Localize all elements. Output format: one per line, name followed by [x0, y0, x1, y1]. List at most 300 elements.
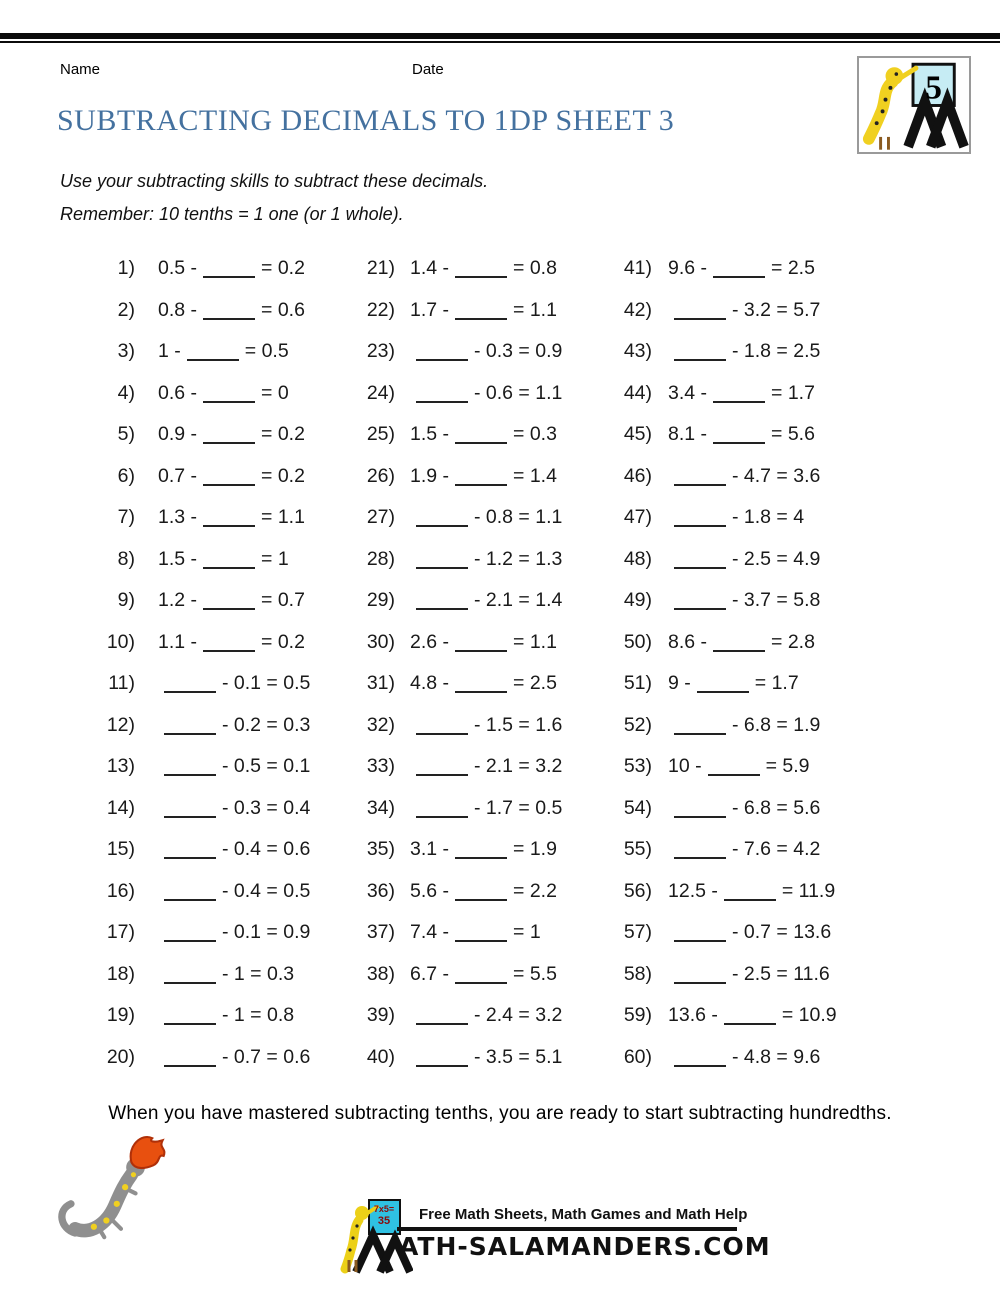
problem-expression — [652, 257, 1000, 280]
answer-blank — [455, 677, 507, 693]
expression-after-blank: = 0.2 — [261, 257, 305, 280]
problem-number: 32) — [366, 713, 395, 736]
problem-expression — [652, 714, 1000, 737]
expression-after-blank: = 1.1 — [513, 298, 557, 321]
problem-number: 49) — [623, 589, 652, 612]
problem-number: 33) — [366, 755, 395, 778]
problem-expression — [135, 714, 353, 737]
problem-expression — [395, 257, 612, 280]
answer-blank — [674, 345, 726, 361]
expression-after-blank: = 0.2 — [261, 630, 305, 653]
problem-number: 38) — [366, 962, 395, 985]
answer-blank — [164, 926, 216, 942]
fire-salamander-spot — [103, 1217, 109, 1223]
expression-after-blank: = 2.2 — [513, 879, 557, 902]
expression-after-blank: - 3.7 = 5.8 — [732, 589, 821, 612]
expression-after-blank: - 3.5 = 5.1 — [474, 1045, 563, 1068]
expression-before-blank: 9 - — [668, 672, 691, 695]
logo-site-text: ATH-SALAMANDERS.COM — [399, 1232, 771, 1261]
problem-number: 60) — [623, 1045, 652, 1068]
expression-after-blank: - 2.5 = 4.9 — [732, 547, 821, 570]
problem-number: 53) — [623, 755, 652, 778]
expression-after-blank: = 0.2 — [261, 464, 305, 487]
answer-blank — [164, 677, 216, 693]
expression-after-blank: - 0.6 = 1.1 — [474, 381, 563, 404]
answer-blank — [187, 345, 239, 361]
answer-blank — [674, 304, 726, 320]
problem-number: 8) — [117, 547, 135, 570]
problem-expression — [652, 838, 1000, 861]
problem-expression — [652, 423, 1000, 446]
expression-after-blank: = 1 — [261, 547, 289, 570]
expression-after-blank: - 0.3 = 0.4 — [222, 796, 311, 819]
expression-before-blank: 3.1 - — [410, 838, 450, 861]
problem-expression — [395, 506, 612, 529]
expression-before-blank: 12.5 - — [668, 879, 718, 902]
expression-before-blank: 1.7 - — [410, 298, 450, 321]
instruction-line-1: Use your subtracting skills to subtract these decimals. — [60, 171, 489, 191]
badge-m-right — [931, 102, 964, 147]
problem-number: 25) — [366, 423, 395, 446]
problem-expression — [395, 838, 612, 861]
problem-expression — [395, 465, 612, 488]
expression-before-blank: 0.8 - — [158, 298, 198, 321]
expression-after-blank: = 0 — [261, 381, 289, 404]
problem-expression — [652, 299, 1000, 322]
problem-expression — [135, 921, 353, 944]
badge-spot — [881, 109, 885, 113]
problem-number: 12) — [106, 713, 135, 736]
fire-salamander-spot — [114, 1201, 120, 1207]
problem-number: 19) — [106, 1004, 135, 1027]
expression-after-blank: = 5.9 — [765, 755, 810, 778]
fire-salamander-spot — [131, 1172, 136, 1177]
answer-blank — [697, 677, 749, 693]
problem-number: 40) — [366, 1045, 395, 1068]
instruction-line-2: Remember: 10 tenths = 1 one (or 1 whole). — [60, 204, 404, 224]
badge-spot — [875, 121, 879, 125]
expression-before-blank: 4.8 - — [410, 672, 450, 695]
footer-note: When you have mastered subtracting tenths, you are ready to start subtracting hundredths. — [108, 1103, 892, 1124]
problem-expression — [652, 1004, 1000, 1027]
expression-after-blank: = 10.9 — [781, 1004, 837, 1027]
problem-expression — [395, 797, 612, 820]
problem-expression — [395, 548, 612, 571]
expression-after-blank: - 4.8 = 9.6 — [732, 1045, 821, 1068]
answer-blank — [674, 719, 726, 735]
problem-number: 58) — [623, 962, 652, 985]
problem-expression — [652, 672, 1000, 695]
problem-number: 54) — [623, 796, 652, 819]
problem-expression — [135, 963, 353, 986]
answer-blank — [713, 636, 765, 652]
answer-blank — [455, 636, 507, 652]
expression-after-blank: = 1.4 — [513, 464, 557, 487]
problem-number: 59) — [623, 1004, 652, 1027]
problem-number: 52) — [623, 713, 652, 736]
problem-number: 14) — [106, 796, 135, 819]
fire-flame — [131, 1137, 165, 1168]
problem-number: 43) — [623, 340, 652, 363]
problem-expression — [652, 589, 1000, 612]
logo-spot — [355, 1224, 358, 1227]
problem-number: 30) — [366, 630, 395, 653]
expression-before-blank: 0.5 - — [158, 257, 198, 280]
answer-blank — [164, 968, 216, 984]
problem-number: 47) — [623, 506, 652, 529]
answer-blank — [674, 511, 726, 527]
expression-after-blank: = 1.1 — [513, 630, 557, 653]
expression-after-blank: - 0.4 = 0.6 — [222, 838, 311, 861]
answer-blank — [203, 262, 255, 278]
problem-expression — [395, 340, 612, 363]
answer-blank — [724, 885, 776, 901]
answer-blank — [203, 470, 255, 486]
answer-blank — [164, 885, 216, 901]
logo-spot — [348, 1248, 351, 1251]
expression-before-blank: 3.4 - — [668, 381, 708, 404]
answer-blank — [164, 760, 216, 776]
expression-after-blank: = 5.6 — [771, 423, 815, 446]
problem-number: 56) — [623, 879, 652, 902]
problem-number: 45) — [623, 423, 652, 446]
problem-expression — [395, 1004, 612, 1027]
top-rule-thin — [0, 41, 1000, 43]
problem-expression — [135, 1004, 353, 1027]
expression-before-blank: 9.6 - — [668, 257, 708, 280]
problem-expression — [652, 465, 1000, 488]
problem-number: 44) — [623, 381, 652, 404]
expression-before-blank: 1 - — [158, 340, 181, 363]
answer-blank — [674, 1051, 726, 1067]
answer-blank — [416, 511, 468, 527]
problem-expression — [395, 589, 612, 612]
expression-after-blank: - 1.8 = 4 — [732, 506, 805, 529]
answer-blank — [674, 968, 726, 984]
expression-after-blank: - 2.5 = 11.6 — [732, 962, 830, 985]
badge-spot — [888, 86, 892, 90]
problem-number: 50) — [623, 630, 652, 653]
problem-expression — [395, 755, 612, 778]
problem-expression — [652, 631, 1000, 654]
problem-expression — [135, 838, 353, 861]
expression-after-blank: = 1.7 — [771, 381, 815, 404]
problem-expression — [395, 714, 612, 737]
problems-grid — [0, 248, 1000, 1078]
answer-blank — [203, 594, 255, 610]
problem-expression — [135, 880, 353, 903]
answer-blank — [674, 926, 726, 942]
answer-blank — [416, 553, 468, 569]
problem-number: 55) — [623, 838, 652, 861]
expression-before-blank: 10 - — [668, 755, 702, 778]
expression-after-blank: = 1.1 — [261, 506, 305, 529]
problem-number: 4) — [117, 381, 135, 404]
answer-blank — [416, 594, 468, 610]
answer-blank — [674, 553, 726, 569]
expression-after-blank: - 2.1 = 3.2 — [474, 755, 563, 778]
expression-before-blank: 0.9 - — [158, 423, 198, 446]
badge-number: 5 — [925, 69, 942, 107]
problem-expression — [652, 880, 1000, 903]
answer-blank — [416, 1009, 468, 1025]
problem-number: 51) — [623, 672, 652, 695]
answer-blank — [455, 885, 507, 901]
fire-salamander-leg — [111, 1218, 121, 1228]
problem-number: 34) — [366, 796, 395, 819]
answer-blank — [455, 470, 507, 486]
problem-number: 6) — [117, 464, 135, 487]
problem-expression — [135, 1046, 353, 1069]
fire-salamander-spot — [122, 1184, 128, 1190]
answer-blank — [713, 262, 765, 278]
expression-after-blank: - 1.2 = 1.3 — [474, 547, 563, 570]
problem-expression — [652, 797, 1000, 820]
answer-blank — [164, 719, 216, 735]
expression-after-blank: - 2.1 = 1.4 — [474, 589, 563, 612]
problem-expression — [135, 631, 353, 654]
problem-number: 31) — [366, 672, 395, 695]
problem-number: 22) — [366, 298, 395, 321]
problem-number: 57) — [623, 921, 652, 944]
problem-number: 10) — [106, 630, 135, 653]
expression-after-blank: = 1.7 — [754, 672, 799, 695]
expression-after-blank: - 2.4 = 3.2 — [474, 1004, 563, 1027]
answer-blank — [416, 345, 468, 361]
problem-number: 46) — [623, 464, 652, 487]
expression-after-blank: - 1.7 = 0.5 — [474, 796, 563, 819]
expression-before-blank: 1.5 - — [158, 547, 198, 570]
expression-after-blank: = 0.7 — [261, 589, 305, 612]
problem-expression — [395, 880, 612, 903]
name-label: Name — [60, 61, 101, 78]
expression-after-blank: - 4.7 = 3.6 — [732, 464, 821, 487]
problem-expression — [135, 299, 353, 322]
problem-expression — [652, 506, 1000, 529]
sheet-level-badge — [857, 56, 971, 154]
expression-after-blank: = 1 — [513, 921, 541, 944]
badge-salamander-body — [869, 82, 893, 139]
expression-before-blank: 1.4 - — [410, 257, 450, 280]
problem-number: 37) — [366, 921, 395, 944]
expression-before-blank: 8.6 - — [668, 630, 708, 653]
badge-spot — [895, 72, 899, 76]
problem-number: 17) — [106, 921, 135, 944]
expression-before-blank: 1.1 - — [158, 630, 198, 653]
problem-number: 35) — [366, 838, 395, 861]
problem-number: 27) — [366, 506, 395, 529]
expression-before-blank: 13.6 - — [668, 1004, 718, 1027]
problem-number: 29) — [366, 589, 395, 612]
answer-blank — [203, 511, 255, 527]
problem-expression — [395, 921, 612, 944]
expression-before-blank: 1.9 - — [410, 464, 450, 487]
problem-expression — [652, 1046, 1000, 1069]
expression-before-blank: 1.3 - — [158, 506, 198, 529]
badge-spot — [884, 98, 888, 102]
expression-before-blank: 6.7 - — [410, 962, 450, 985]
expression-after-blank: = 0.5 — [244, 340, 289, 363]
problem-expression — [652, 382, 1000, 405]
answer-blank — [713, 428, 765, 444]
expression-after-blank: - 0.7 = 0.6 — [222, 1045, 311, 1068]
problem-expression — [652, 755, 1000, 778]
expression-after-blank: - 6.8 = 1.9 — [732, 713, 821, 736]
expression-after-blank: = 2.5 — [771, 257, 815, 280]
expression-before-blank: 8.1 - — [668, 423, 708, 446]
answer-blank — [203, 387, 255, 403]
expression-before-blank: 1.5 - — [410, 423, 450, 446]
answer-blank — [455, 843, 507, 859]
problem-expression — [395, 1046, 612, 1069]
badge-salamander-icon — [859, 58, 969, 152]
expression-after-blank: - 6.8 = 5.6 — [732, 796, 821, 819]
answer-blank — [455, 262, 507, 278]
expression-after-blank: = 0.8 — [513, 257, 557, 280]
expression-after-blank: - 0.7 = 13.6 — [732, 921, 832, 944]
problem-number: 3) — [117, 340, 135, 363]
answer-blank — [674, 594, 726, 610]
problem-number: 13) — [106, 755, 135, 778]
problem-number: 23) — [366, 340, 395, 363]
answer-blank — [164, 1051, 216, 1067]
problem-expression — [652, 921, 1000, 944]
problem-number: 11) — [108, 672, 135, 695]
problem-number: 18) — [106, 962, 135, 985]
fire-salamander-icon — [52, 1133, 167, 1258]
expression-after-blank: = 11.9 — [781, 879, 836, 902]
problem-expression — [135, 382, 353, 405]
expression-after-blank: - 0.4 = 0.5 — [222, 879, 311, 902]
expression-after-blank: - 0.1 = 0.5 — [222, 672, 311, 695]
expression-after-blank: = 2.8 — [771, 630, 815, 653]
problem-number: 36) — [366, 879, 395, 902]
answer-blank — [164, 802, 216, 818]
answer-blank — [674, 802, 726, 818]
problem-number: 16) — [106, 879, 135, 902]
problem-expression — [395, 382, 612, 405]
problem-number: 5) — [117, 423, 135, 446]
problem-expression — [135, 257, 353, 280]
logo-tagline: Free Math Sheets, Math Games and Math Help — [419, 1206, 748, 1223]
expression-after-blank: = 2.5 — [513, 672, 557, 695]
expression-before-blank: 7.4 - — [410, 921, 450, 944]
answer-blank — [455, 428, 507, 444]
expression-after-blank: - 0.3 = 0.9 — [474, 340, 563, 363]
expression-before-blank: 2.6 - — [410, 630, 450, 653]
answer-blank — [203, 428, 255, 444]
logo-easel-text-1: 7x5= — [373, 1204, 395, 1214]
expression-after-blank: - 1.8 = 2.5 — [732, 340, 821, 363]
problem-expression — [135, 506, 353, 529]
expression-after-blank: - 1.5 = 1.6 — [474, 713, 563, 736]
fire-salamander-spot — [91, 1224, 97, 1230]
expression-after-blank: = 0.6 — [261, 298, 305, 321]
answer-blank — [724, 1009, 776, 1025]
answer-blank — [416, 760, 468, 776]
problem-expression — [135, 423, 353, 446]
problem-expression — [395, 672, 612, 695]
problem-number: 24) — [366, 381, 395, 404]
problem-number: 15) — [106, 838, 135, 861]
problem-number: 42) — [623, 298, 652, 321]
logo-rule — [397, 1227, 737, 1231]
problem-expression — [652, 548, 1000, 571]
problem-number: 28) — [366, 547, 395, 570]
expression-before-blank: 0.7 - — [158, 464, 198, 487]
expression-after-blank: - 0.1 = 0.9 — [222, 921, 311, 944]
answer-blank — [455, 968, 507, 984]
answer-blank — [203, 553, 255, 569]
fire-salamander-body — [75, 1175, 131, 1231]
problem-number: 1) — [117, 257, 135, 280]
expression-before-blank: 5.6 - — [410, 879, 450, 902]
expression-after-blank: - 7.6 = 4.2 — [732, 838, 821, 861]
logo-easel-text-2: 35 — [377, 1215, 391, 1227]
problem-expression — [135, 465, 353, 488]
answer-blank — [164, 843, 216, 859]
answer-blank — [203, 636, 255, 652]
problem-expression — [135, 755, 353, 778]
problem-number: 39) — [366, 1004, 395, 1027]
problem-expression — [135, 340, 353, 363]
problem-number: 48) — [623, 547, 652, 570]
problem-expression — [395, 963, 612, 986]
answer-blank — [713, 387, 765, 403]
problem-number: 9) — [117, 589, 135, 612]
answer-blank — [416, 387, 468, 403]
top-rule — [0, 33, 1000, 43]
problem-number: 2) — [117, 298, 135, 321]
expression-after-blank: - 3.2 = 5.7 — [732, 298, 821, 321]
math-salamanders-logo — [333, 1198, 771, 1278]
expression-after-blank: = 1.9 — [513, 838, 557, 861]
expression-before-blank: 1.2 - — [158, 589, 198, 612]
expression-after-blank: = 5.5 — [513, 962, 557, 985]
expression-after-blank: - 0.5 = 0.1 — [222, 755, 311, 778]
answer-blank — [455, 926, 507, 942]
expression-after-blank: = 0.3 — [513, 423, 557, 446]
problem-number: 26) — [366, 464, 395, 487]
expression-after-blank: - 1 = 0.8 — [222, 1004, 295, 1027]
answer-blank — [416, 1051, 468, 1067]
problem-expression — [652, 340, 1000, 363]
problem-expression — [135, 672, 353, 695]
problem-number: 20) — [106, 1045, 135, 1068]
problem-number: 7) — [117, 506, 135, 529]
expression-after-blank: - 1 = 0.3 — [222, 962, 295, 985]
problem-expression — [135, 548, 353, 571]
date-label: Date — [412, 61, 444, 78]
problem-expression — [135, 589, 353, 612]
answer-blank — [674, 843, 726, 859]
logo-spot — [351, 1236, 354, 1239]
answer-blank — [416, 802, 468, 818]
problem-expression — [395, 299, 612, 322]
problem-number: 41) — [623, 257, 652, 280]
problem-number: 21) — [366, 257, 395, 280]
expression-before-blank: 0.6 - — [158, 381, 198, 404]
answer-blank — [416, 719, 468, 735]
expression-after-blank: - 0.8 = 1.1 — [474, 506, 563, 529]
problem-expression — [395, 631, 612, 654]
problem-expression — [395, 423, 612, 446]
answer-blank — [708, 760, 760, 776]
expression-after-blank: = 0.2 — [261, 423, 305, 446]
problem-expression — [652, 963, 1000, 986]
problem-expression — [135, 797, 353, 820]
answer-blank — [203, 304, 255, 320]
